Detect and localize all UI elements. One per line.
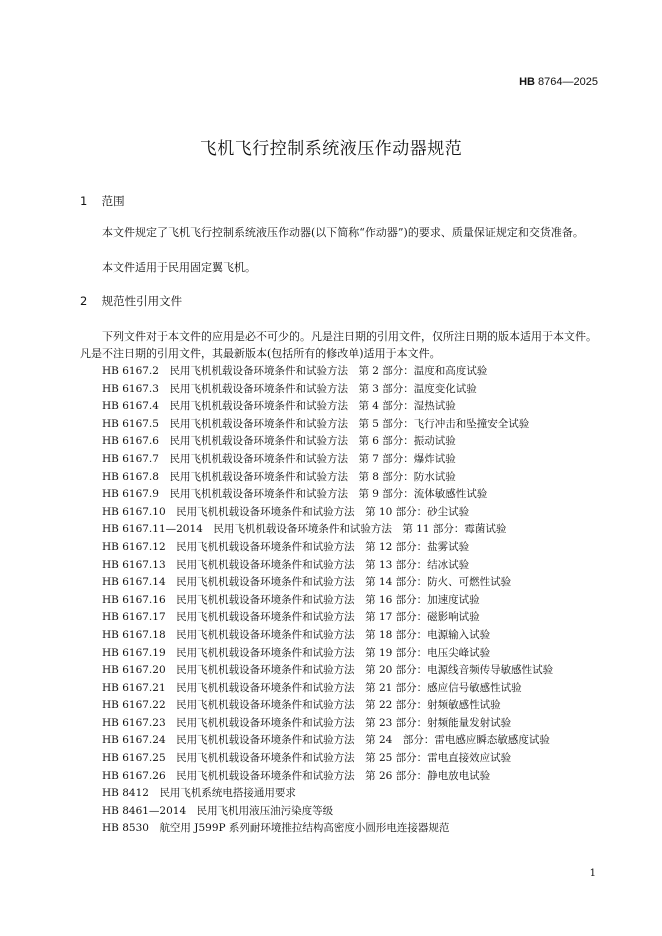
reference-title: 民用飞机机载设备环境条件和试验方法 第 18 部分：电源输入试验 bbox=[176, 628, 491, 641]
standard-number: 8764—2025 bbox=[538, 76, 598, 88]
reference-title: 民用飞机机载设备环境条件和试验方法 第 19 部分：电压尖峰试验 bbox=[176, 646, 491, 659]
scope-paragraph-2: 本文件适用于民用固定翼飞机。 bbox=[102, 261, 256, 274]
reference-item bbox=[102, 680, 553, 698]
section-2-heading bbox=[80, 293, 182, 309]
reference-item bbox=[102, 715, 553, 733]
reference-item bbox=[102, 521, 553, 539]
section-1-title: 范围 bbox=[101, 194, 125, 208]
reference-item bbox=[102, 785, 553, 803]
reference-title: 民用飞机机载设备环境条件和试验方法 第 12 部分：盐雾试验 bbox=[176, 540, 470, 553]
normative-references-intro: 下列文件对于本文件的应用是必不可少的。凡是注日期的引用文件，仅所注日期的版本适用于本文件。凡是不注日期的引用文件，其最新版本(包括所有的修改单)适用于本文件。 bbox=[80, 330, 597, 360]
reference-title: 民用飞机机载设备环境条件和试验方法 第 5 部分：飞行冲击和坠撞安全试验 bbox=[169, 417, 530, 430]
reference-item bbox=[102, 768, 553, 786]
reference-code: HB 8412 bbox=[102, 787, 149, 800]
document-title: 飞机飞行控制系统液压作动器规范 bbox=[199, 139, 463, 159]
reference-title: 民用飞机机载设备环境条件和试验方法 第 2 部分：温度和高度试验 bbox=[169, 365, 488, 377]
reference-title: 民用飞机机载设备环境条件和试验方法 第 24 部分：雷电感应瞬态敏感度试验 bbox=[176, 734, 550, 747]
reference-title: 民用飞机机载设备环境条件和试验方法 第 17 部分：磁影响试验 bbox=[176, 611, 480, 624]
reference-item bbox=[102, 803, 553, 821]
reference-code: HB 6167.6 bbox=[102, 435, 159, 448]
reference-code: HB 6167.5 bbox=[102, 417, 159, 430]
reference-title: 民用飞机机载设备环境条件和试验方法 第 23 部分：射频能量发射试验 bbox=[176, 716, 512, 729]
reference-code: HB 6167.3 bbox=[102, 382, 159, 395]
reference-code: HB 6167.4 bbox=[102, 400, 159, 413]
reference-item bbox=[102, 609, 553, 627]
reference-title: 民用飞机机载设备环境条件和试验方法 第 11 部分：霉菌试验 bbox=[213, 523, 507, 536]
reference-code: HB 6167.17 bbox=[102, 611, 166, 624]
reference-item bbox=[102, 592, 553, 610]
reference-code: HB 6167.24 bbox=[102, 734, 166, 747]
reference-title: 航空用 J599P 系列耐环境推拉结构高密度小圆形电连接器规范 bbox=[159, 822, 450, 835]
reference-item bbox=[102, 750, 553, 768]
reference-title: 民用飞机用液压油污染度等级 bbox=[196, 804, 334, 817]
reference-item bbox=[102, 662, 553, 680]
reference-title: 民用飞机机载设备环境条件和试验方法 第 7 部分：爆炸试验 bbox=[169, 452, 456, 465]
reference-item bbox=[102, 732, 553, 750]
reference-code: HB 6167.26 bbox=[102, 769, 166, 782]
reference-item bbox=[102, 486, 553, 504]
reference-item bbox=[102, 645, 553, 663]
reference-item bbox=[102, 557, 553, 575]
reference-code: HB 6167.12 bbox=[102, 540, 166, 553]
reference-item bbox=[102, 539, 553, 557]
section-2-number: 2 bbox=[80, 294, 88, 308]
reference-item bbox=[102, 820, 553, 838]
reference-code: HB 6167.23 bbox=[102, 716, 166, 729]
reference-code: HB 6167.13 bbox=[102, 558, 166, 571]
section-1-number: 1 bbox=[80, 194, 88, 208]
reference-code: HB 6167.8 bbox=[102, 470, 159, 483]
reference-code: HB 6167.18 bbox=[102, 628, 166, 641]
reference-title: 民用飞机机载设备环境条件和试验方法 第 25 部分：雷电直接效应试验 bbox=[176, 752, 512, 765]
reference-code: HB 6167.2 bbox=[102, 365, 159, 377]
reference-item bbox=[102, 504, 553, 522]
reference-item bbox=[102, 416, 553, 434]
standard-code bbox=[519, 76, 598, 88]
page-number: 1 bbox=[589, 868, 596, 879]
section-2-title: 规范性引用文件 bbox=[101, 294, 183, 308]
reference-code: HB 8461—2014 bbox=[102, 804, 187, 817]
reference-code: HB 6167.9 bbox=[102, 488, 159, 501]
section-1-heading bbox=[80, 193, 125, 209]
reference-title: 民用飞机机载设备环境条件和试验方法 第 20 部分：电源线音频传导敏感性试验 bbox=[176, 664, 554, 677]
reference-title: 民用飞机机载设备环境条件和试验方法 第 3 部分：温度变化试验 bbox=[169, 382, 477, 395]
reference-title: 民用飞机机载设备环境条件和试验方法 第 6 部分：振动试验 bbox=[169, 435, 456, 448]
reference-item bbox=[102, 469, 553, 487]
reference-code: HB 6167.19 bbox=[102, 646, 166, 659]
reference-list bbox=[102, 363, 553, 838]
reference-code: HB 6167.11—2014 bbox=[102, 523, 203, 536]
reference-item bbox=[102, 451, 553, 469]
reference-code: HB 6167.14 bbox=[102, 576, 166, 589]
scope-paragraph-1: 本文件规定了飞机飞行控制系统液压作动器(以下简称“作动器”)的要求、质量保证规定和交货准备。 bbox=[102, 226, 584, 239]
reference-title: 民用飞机机载设备环境条件和试验方法 第 22 部分：射频敏感性试验 bbox=[176, 699, 501, 712]
reference-title: 民用飞机机载设备环境条件和试验方法 第 14 部分：防火、可燃性试验 bbox=[176, 576, 512, 589]
reference-code: HB 6167.10 bbox=[102, 505, 166, 518]
reference-item bbox=[102, 381, 553, 399]
reference-code: HB 6167.7 bbox=[102, 452, 159, 465]
reference-code: HB 6167.22 bbox=[102, 699, 166, 712]
reference-item bbox=[102, 627, 553, 645]
reference-code: HB 8530 bbox=[102, 822, 149, 835]
reference-title: 民用飞机系统电搭接通用要求 bbox=[159, 787, 296, 800]
reference-title: 民用飞机机载设备环境条件和试验方法 第 26 部分：静电放电试验 bbox=[176, 769, 491, 782]
reference-code: HB 6167.21 bbox=[102, 681, 166, 694]
reference-title: 民用飞机机载设备环境条件和试验方法 第 13 部分：结冰试验 bbox=[176, 558, 470, 571]
reference-title: 民用飞机机载设备环境条件和试验方法 第 4 部分：湿热试验 bbox=[169, 400, 456, 413]
reference-item bbox=[102, 398, 553, 416]
reference-item bbox=[102, 574, 553, 592]
reference-item bbox=[102, 433, 553, 451]
reference-title: 民用飞机机载设备环境条件和试验方法 第 21 部分：感应信号敏感性试验 bbox=[176, 681, 522, 694]
reference-item bbox=[102, 697, 553, 715]
reference-code: HB 6167.16 bbox=[102, 593, 166, 606]
reference-title: 民用飞机机载设备环境条件和试验方法 第 9 部分：流体敏感性试验 bbox=[169, 488, 488, 501]
reference-item bbox=[102, 363, 553, 381]
standard-prefix: HB bbox=[519, 76, 535, 88]
reference-title: 民用飞机机载设备环境条件和试验方法 第 10 部分：砂尘试验 bbox=[176, 505, 470, 518]
reference-code: HB 6167.20 bbox=[102, 664, 166, 677]
reference-code: HB 6167.25 bbox=[102, 752, 166, 765]
reference-title: 民用飞机机载设备环境条件和试验方法 第 8 部分：防水试验 bbox=[169, 470, 456, 483]
reference-title: 民用飞机机载设备环境条件和试验方法 第 16 部分：加速度试验 bbox=[176, 593, 480, 606]
